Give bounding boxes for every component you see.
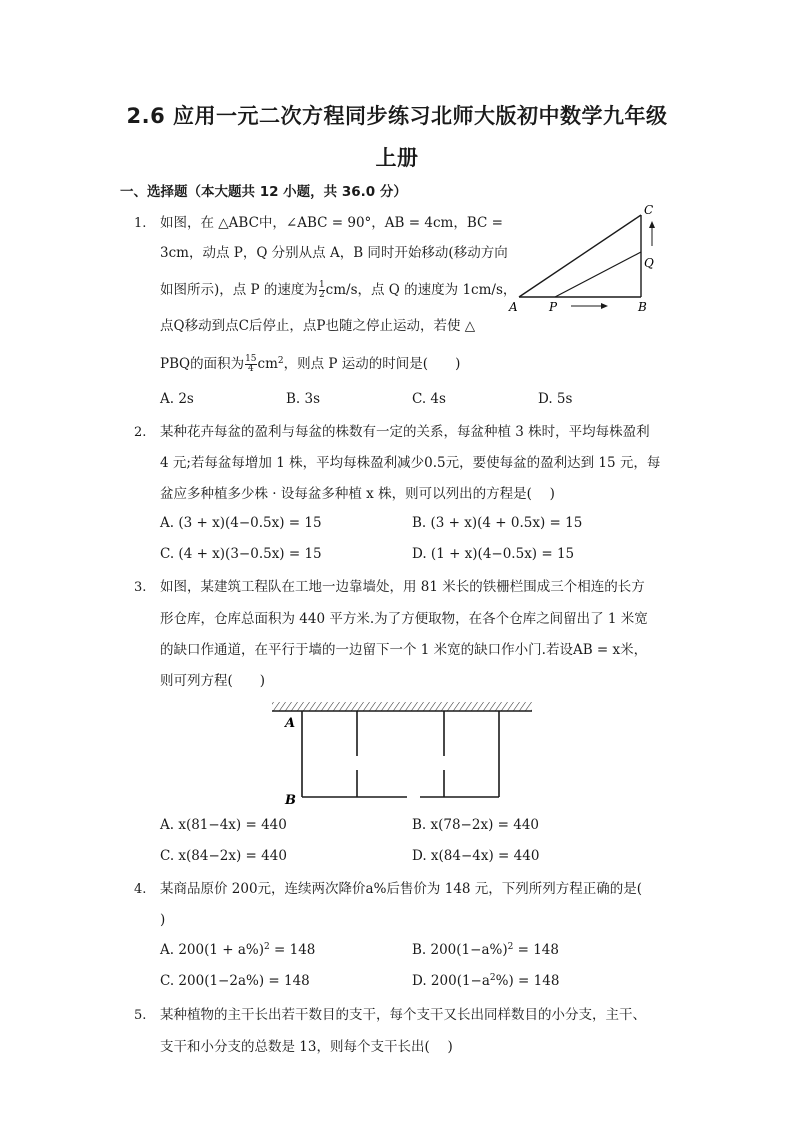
question-4-line-2: ): [160, 912, 166, 928]
question-1-option-c: C. 4s: [412, 391, 446, 407]
label-q: Q: [644, 256, 654, 270]
question-3-option-b: B. x(78−2x) = 440: [412, 817, 540, 833]
speed-fraction: [319, 281, 325, 300]
question-3-option-d: D. x(84−4x) = 440: [412, 848, 540, 864]
arrow-up-head: [649, 221, 655, 228]
question-1-line-4: 点Q移动到点C后停止，点P也随之停止运动，若使 △: [160, 318, 476, 334]
question-3-option-c: C. x(84−2x) = 440: [160, 848, 287, 864]
question-4-number: 4.: [134, 882, 147, 897]
question-4-line-1: 某商品原价 200元，连续两次降价a%后售价为 148 元，下列所列方程正确的是(: [160, 881, 643, 897]
label-a: A: [285, 716, 296, 731]
label-p: P: [549, 300, 558, 314]
option-b-tail: = 148: [513, 942, 559, 958]
question-5-line-2: 支干和小分支的总数是 13，则每个支干长出( ): [160, 1039, 453, 1055]
option-a-tail: = 148: [269, 942, 316, 958]
question-3-line-4: 则可列方程( ): [160, 673, 266, 689]
question-3-line-3: 的缺口作通道，在平行于墙的一边留下一个 1 米宽的缺口作小门.若设AB = x米，: [160, 642, 648, 658]
area-fraction-numerator: 15: [245, 354, 257, 364]
wall-hatching: [272, 702, 532, 711]
option-b-text: B. 200(1−a%): [412, 942, 508, 958]
question-1-option-a: A. 2s: [160, 391, 194, 407]
label-b: B: [638, 300, 647, 314]
question-2-option-d: D. (1 + x)(4−0.5x) = 15: [412, 546, 575, 562]
segment-pq: [555, 252, 641, 297]
question-2-line-1: 某种花卉每盆的盈利与每盆的株数有一定的关系，每盆种植 3 株时，平均每株盈利: [160, 424, 650, 440]
question-1-line-3: [160, 281, 516, 300]
question-1-line-3-text: 如图所示)，点 P 的速度为: [160, 282, 318, 298]
question-2-number: 2.: [134, 425, 147, 440]
option-d-exponent: 2: [489, 973, 496, 983]
question-2-option-c: C. (4 + x)(3−0.5x) = 15: [160, 546, 322, 562]
document-title-line-1: 2.6 应用一元二次方程同步练习北师大版初中数学九年级: [126, 104, 668, 128]
warehouse-figure: [270, 698, 535, 810]
question-1-line-5-text: PBQ的面积为: [160, 356, 245, 372]
triangle-figure: [505, 200, 665, 320]
question-5-number: 5.: [134, 1008, 147, 1023]
document-title-line-2: 上册: [375, 146, 419, 170]
question-5-line-1: 某种植物的主干长出若干数目的支干，每个支干又长出同样数目的小分支，主干、: [160, 1007, 646, 1023]
label-b: B: [285, 793, 296, 808]
question-2-option-a: A. (3 + x)(4−0.5x) = 15: [160, 515, 322, 531]
speed-fraction-numerator: 1: [318, 280, 325, 290]
option-a-text: A. 200(1 + a%): [160, 942, 264, 958]
question-3-line-1: 如图，某建筑工程队在工地一边靠墙处，用 81 米长的铁栅栏围成三个相连的长方: [160, 579, 645, 595]
question-4-option-c: C. 200(1−2a%) = 148: [160, 973, 310, 989]
question-1-number: 1.: [134, 216, 147, 231]
area-fraction-denominator: 4: [247, 364, 254, 374]
question-4-option-b: [412, 942, 559, 958]
question-1-option-b: B. 3s: [286, 391, 321, 407]
question-4-option-a: [160, 942, 315, 958]
question-1-line-5-tail: ，则点 P 运动的时间是( ): [283, 356, 461, 372]
question-2-line-3: 盆应多种植多少株 · 设每盆多种植 x 株，则可以列出的方程是( ): [160, 486, 555, 502]
speed-fraction-denominator: 2: [318, 290, 325, 300]
question-1-line-5: [160, 352, 460, 374]
question-2-line-2: 4 元;若每盆每增加 1 株，平均每株盈利减少0.5元，要使每盆的盈利达到 15 元，每: [160, 455, 661, 471]
question-2-option-b: B. (3 + x)(4 + 0.5x) = 15: [412, 515, 583, 531]
question-1-line-2: 3cm，动点 P，Q 分别从点 A，B 同时开始移动(移动方向: [160, 245, 508, 261]
question-3-line-2: 形仓库，仓库总面积为 440 平方米.为了方便取物，在各个仓库之间留出了 1 米宽: [160, 611, 648, 627]
question-3-number: 3.: [134, 580, 147, 595]
question-1-line-3-tail: cm/s，点 Q 的速度为 1cm/s，: [325, 282, 517, 298]
question-4-option-d: [412, 973, 559, 989]
arrow-right-head: [601, 303, 608, 309]
question-1-option-d: D. 5s: [538, 391, 573, 407]
hypotenuse-ac: [519, 215, 641, 297]
option-d-tail: %) = 148: [495, 973, 560, 989]
section-heading: 一、选择题（本大题共 12 小题，共 36.0 分）: [120, 184, 407, 200]
label-a: A: [509, 300, 518, 314]
option-d-text: D. 200(1−a: [412, 973, 490, 989]
area-unit: cm: [257, 356, 278, 372]
area-exponent: 2: [277, 356, 284, 366]
area-fraction: [245, 355, 256, 374]
label-c: C: [644, 203, 654, 217]
option-a-exponent: 2: [264, 942, 270, 952]
question-3-option-a: A. x(81−4x) = 440: [160, 817, 287, 833]
question-1-line-1: 如图，在 △ABC中，∠ABC = 90°，AB = 4cm，BC =: [160, 215, 503, 231]
option-b-exponent: 2: [507, 942, 514, 952]
